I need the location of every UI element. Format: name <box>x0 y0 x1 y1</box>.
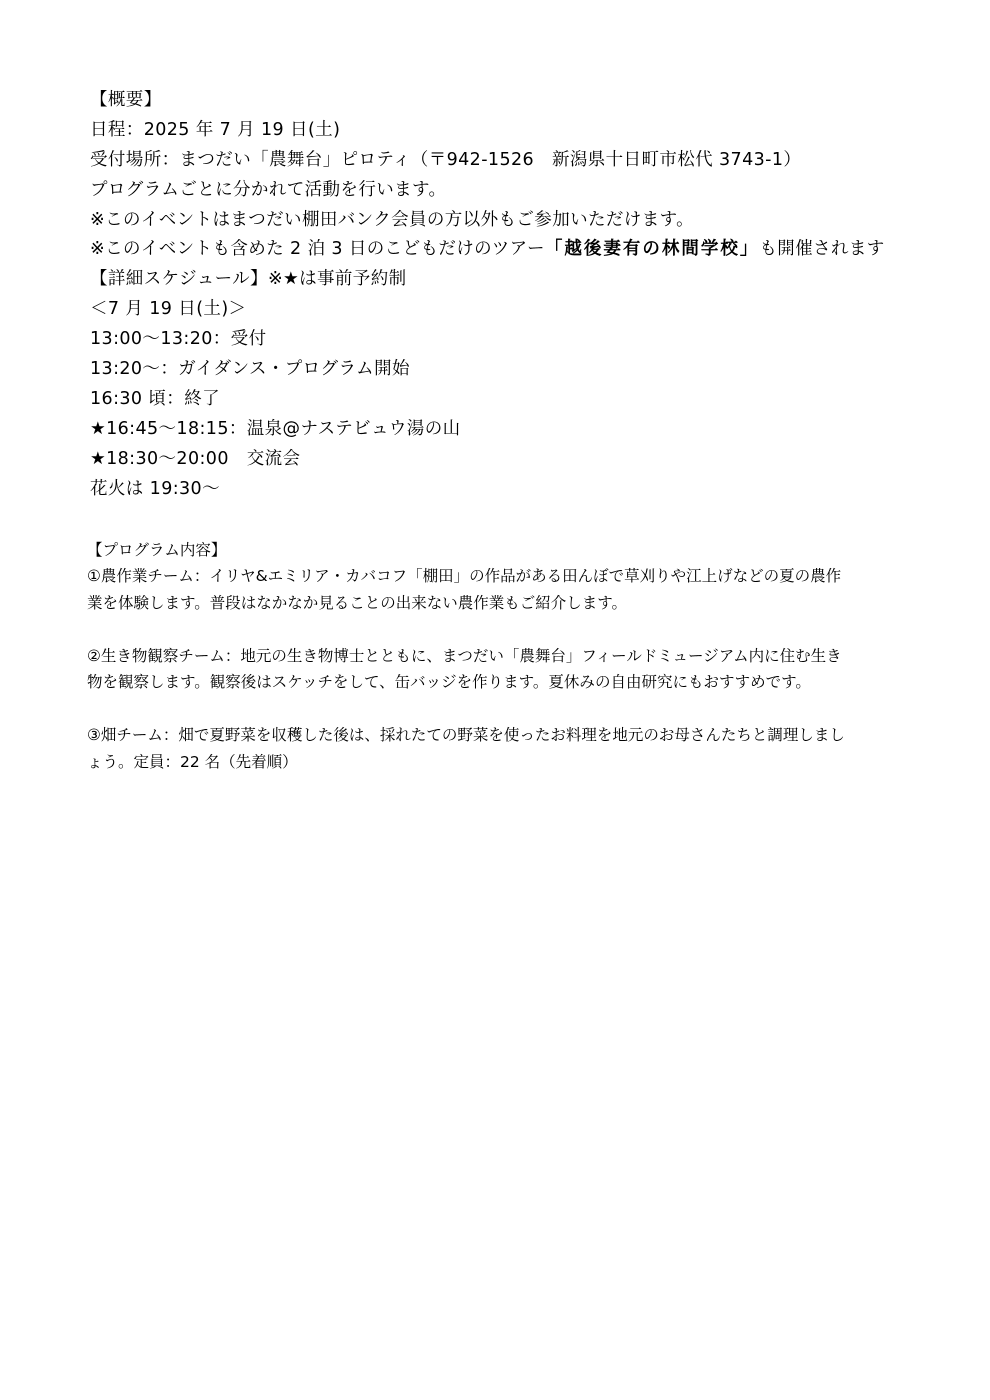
spacer <box>87 616 947 643</box>
tour-note <box>90 235 970 265</box>
tour-note-prefix: ※このイベントも含めた 2 泊 3 日のこどもだけのツアー <box>90 239 545 260</box>
program-item-field <box>87 722 947 775</box>
schedule-item: ★16:45～18:15：温泉@ナステビュウ湯の山 <box>90 418 461 439</box>
reception-venue: 受付場所：まつだい「農舞台」ピロティ（〒942-1526 新潟県十日町市松代 3743-1） <box>90 149 802 170</box>
tour-note-suffix: も開催されます <box>759 239 885 260</box>
program-item-text: ①農作業チーム：イリヤ&エミリア・カバコフ「棚田」の作品がある田んぼで草刈りや江上げなどの夏の農作 <box>87 567 842 585</box>
program-item-creatures <box>87 643 947 696</box>
schedule-item: 13:20～：ガイダンス・プログラム開始 <box>90 359 410 380</box>
activity-note: プログラムごとに分かれて活動を行います。 <box>90 179 447 200</box>
program-section <box>87 537 947 775</box>
schedule-item: ★18:30～20:00 交流会 <box>90 448 301 469</box>
schedule-item: 13:00～13:20：受付 <box>90 329 267 350</box>
overview-section <box>90 86 970 504</box>
program-item-text: ②生き物観察チーム：地元の生き物博士とともに、まつだい「農舞台」フィールドミュージアム内に住む生き <box>87 646 842 665</box>
program-heading: 【プログラム内容】 <box>87 541 227 559</box>
tour-name: 「越後妻有の林間学校」 <box>544 239 760 260</box>
schedule-day: ＜7 月 19 日(土)＞ <box>90 299 247 320</box>
schedule-item: 16:30 頃：終了 <box>90 388 220 409</box>
event-date: 日程：2025 年 7 月 19 日(土) <box>90 119 341 140</box>
program-item-farming <box>87 563 947 616</box>
schedule-item: 花火は 19:30～ <box>90 478 220 499</box>
spacer <box>87 696 947 723</box>
overview-heading: 【概要】 <box>90 90 162 110</box>
program-item-text: ょう。定員：22 名（先着順） <box>87 752 298 771</box>
program-item-text: ③畑チーム：畑で夏野菜を収穫した後は、採れたての野菜を使ったお料理を地元のお母さんたちと調理しまし <box>87 726 845 744</box>
program-item-text: 業を体験します。普段はなかなか見ることの出来ない農作業もご紹介します。 <box>87 593 628 612</box>
schedule-heading: 【詳細スケジュール】※★は事前予約制 <box>90 269 407 290</box>
membership-note: ※このイベントはまつだい棚田バンク会員の方以外もご参加いただけます。 <box>90 209 695 230</box>
program-item-text: 物を観察します。観察後はスケッチをして、缶バッジを作ります。夏休みの自由研究にもおすすめです。 <box>87 673 811 691</box>
